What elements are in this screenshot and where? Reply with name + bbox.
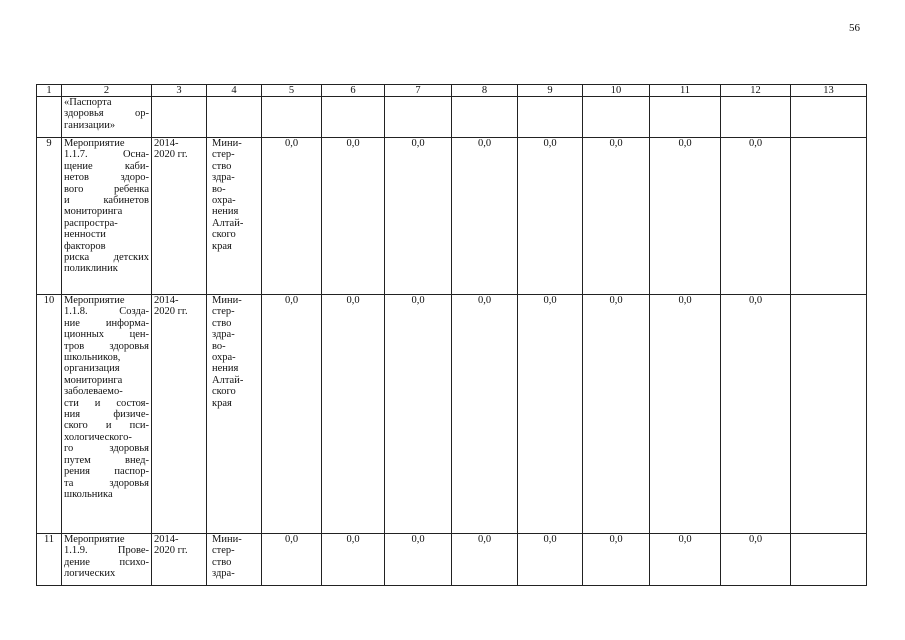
column-header: 3 [152,85,207,97]
cell-line: ние информа- [64,317,149,329]
cell-line: 2014- [154,138,179,149]
table-row [37,534,867,586]
value-cell [721,97,791,138]
value-cell: 0,0 [385,295,452,534]
cell-line: Мини- [212,534,242,545]
executor-cell [207,138,262,295]
table-row [37,295,867,534]
cell-line: путем внед- [64,454,149,466]
value-cell: 0,0 [322,534,385,586]
cell-line: 2014- [154,534,179,545]
column-header: 4 [207,85,262,97]
row-number [37,97,62,138]
empty-cell [791,138,867,295]
cell-line: стер- [212,545,235,557]
cell-line: сти и состоя- [64,397,149,409]
row-number: 9 [37,138,62,295]
cell-line: Алтай- [212,374,244,386]
cell-line: та здоровья [64,477,149,489]
cell-line: здра- [212,172,235,184]
value-cell [650,97,721,138]
cell-line: ство [212,160,232,172]
cell-line: ганизации» [64,119,116,131]
value-cell [583,97,650,138]
cell-line: 2020 гг. [154,306,188,318]
cell-line: Мини- [212,295,242,306]
cell-line: ского [212,386,236,398]
executor-cell [207,97,262,138]
cell-line: заболеваемо- [64,386,123,398]
column-header: 2 [62,85,152,97]
row-number: 10 [37,295,62,534]
cell-line: Мероприятие [64,295,125,306]
value-cell [385,97,452,138]
column-header: 5 [262,85,322,97]
value-cell: 0,0 [583,295,650,534]
measure-name-cell [62,97,152,138]
cell-line: мониторинга [64,206,123,218]
value-cell: 0,0 [322,295,385,534]
row-number: 11 [37,534,62,586]
value-cell [262,97,322,138]
page-number: 56 [849,22,860,34]
executor-cell [207,295,262,534]
table-row [37,97,867,138]
cell-line: края [212,240,232,252]
cell-line: ского [212,229,236,241]
cell-line: ского и пси- [64,420,149,432]
column-header: 12 [721,85,791,97]
measure-name-cell [62,138,152,295]
empty-cell [791,534,867,586]
value-cell: 0,0 [385,534,452,586]
cell-line: охра- [212,195,236,207]
cell-line: Мероприятие [64,138,125,149]
value-cell: 0,0 [650,138,721,295]
value-cell: 0,0 [518,295,583,534]
period-cell [152,97,207,138]
cell-line: и кабинетов [64,195,149,207]
period-cell [152,138,207,295]
cell-line: школьников, [64,352,121,364]
executor-cell [207,534,262,586]
value-cell: 0,0 [721,138,791,295]
cell-line: «Паспорта [64,97,112,108]
data-table [36,84,867,586]
column-header: 13 [791,85,867,97]
value-cell [322,97,385,138]
cell-line: факторов [64,240,106,252]
cell-line: хологического- [64,431,132,443]
cell-line: края [212,397,232,409]
cell-line: Алтай- [212,217,244,229]
cell-line: ционных цен- [64,329,149,341]
cell-line: тров здоровья [64,340,149,352]
value-cell: 0,0 [518,138,583,295]
column-header: 8 [452,85,518,97]
value-cell: 0,0 [452,534,518,586]
value-cell: 0,0 [650,295,721,534]
cell-line: мониторинга [64,374,123,386]
cell-line: нетов здоро- [64,172,149,184]
cell-line: рения паспор- [64,466,149,478]
value-cell: 0,0 [721,534,791,586]
cell-line: стер- [212,149,235,161]
cell-line: здра- [212,329,235,341]
value-cell: 0,0 [583,534,650,586]
column-header: 7 [385,85,452,97]
column-header: 11 [650,85,721,97]
value-cell: 0,0 [262,534,322,586]
cell-line: стер- [212,306,235,318]
cell-line: 2020 гг. [154,149,188,161]
empty-cell [791,97,867,138]
value-cell: 0,0 [583,138,650,295]
cell-line: здра- [212,568,235,580]
value-cell: 0,0 [262,295,322,534]
measure-name-cell [62,295,152,534]
cell-line: ство [212,317,232,329]
cell-line: 2020 гг. [154,545,188,557]
cell-line: 1.1.8. Созда- [64,306,149,318]
cell-line: ненности [64,229,106,241]
cell-line: щение каби- [64,160,149,172]
period-cell [152,295,207,534]
table-row [37,138,867,295]
period-cell [152,534,207,586]
value-cell [452,97,518,138]
cell-line: Мероприятие [64,534,125,545]
value-cell: 0,0 [721,295,791,534]
column-header: 1 [37,85,62,97]
empty-cell [791,295,867,534]
column-header: 9 [518,85,583,97]
value-cell: 0,0 [385,138,452,295]
cell-line: 2014- [154,295,179,306]
measure-name-cell [62,534,152,586]
cell-line: здоровья ор- [64,108,149,120]
cell-line: логических [64,568,116,580]
cell-line: школьника [64,488,113,500]
cell-line: во- [212,340,226,352]
cell-line: дение психо- [64,556,149,568]
cell-line: нения [212,363,239,375]
cell-line: 1.1.7. Осна- [64,149,149,161]
cell-line: риска детских [64,252,149,264]
cell-line: распростра- [64,217,118,229]
value-cell: 0,0 [452,138,518,295]
cell-line: охра- [212,352,236,364]
cell-line: во- [212,183,226,195]
cell-line: вого ребенка [64,183,149,195]
cell-line: поликлиник [64,263,118,275]
cell-line: нения [212,206,239,218]
cell-line: организация [64,363,120,375]
value-cell [518,97,583,138]
value-cell: 0,0 [322,138,385,295]
cell-line: го здоровья [64,443,149,455]
value-cell: 0,0 [518,534,583,586]
cell-line: Мини- [212,138,242,149]
cell-line: ство [212,556,232,568]
column-header: 6 [322,85,385,97]
header-row [37,85,867,97]
cell-line: 1.1.9. Прове- [64,545,149,557]
cell-line: ния физиче- [64,409,149,421]
value-cell: 0,0 [452,295,518,534]
column-header: 10 [583,85,650,97]
value-cell: 0,0 [262,138,322,295]
value-cell: 0,0 [650,534,721,586]
